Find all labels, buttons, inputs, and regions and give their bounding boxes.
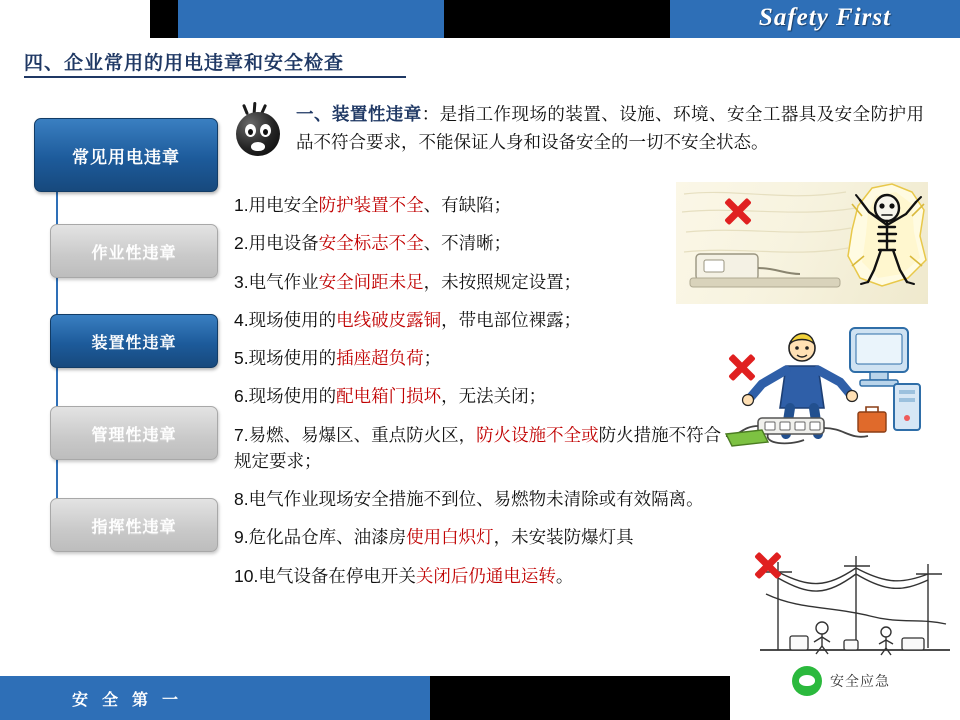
list-item-highlight: 防护装置不全 [318, 195, 424, 215]
intro-lead: 一、装置性违章 [296, 104, 422, 124]
footer-segment-black [430, 676, 730, 720]
wechat-account-name: 安全应急 [830, 673, 890, 689]
list-item-text-post: ，未按照规定设置； [423, 271, 582, 292]
tree-root-node[interactable]: 常见用电违章 [34, 118, 218, 192]
list-item [234, 230, 670, 256]
list-item-text-post: ，无法关闭； [441, 386, 547, 407]
title-underline [24, 76, 406, 78]
violation-list [234, 192, 722, 601]
tree-item-operational-violation[interactable]: 作业性违章 [50, 224, 218, 278]
list-item-text-pre: 现场使用的 [248, 348, 337, 368]
overloaded-socket-drawing [718, 322, 930, 448]
list-item-text-post: 、不清晰； [423, 233, 512, 254]
list-item [234, 269, 670, 295]
top-banner [0, 0, 960, 38]
list-item-highlight: 使用白炽灯 [406, 527, 494, 548]
construction-site-wires-illustration [760, 554, 950, 666]
worried-face-icon [232, 104, 284, 162]
violation-category-tree [22, 118, 222, 558]
list-item-highlight: 电线破皮露铜 [336, 309, 442, 330]
tree-item-management-violation[interactable]: 管理性违章 [50, 406, 218, 460]
list-item-number: 8. [234, 489, 249, 509]
list-item [234, 524, 670, 550]
list-item-text-post: ，未安装防爆灯具 [493, 527, 634, 548]
red-cross-mark [724, 350, 758, 384]
footer-label: 安 全 第 一 [72, 692, 184, 709]
electric-shock-skeleton-illustration [676, 182, 928, 304]
list-item [234, 486, 720, 512]
list-item-text-pre: 现场使用的 [248, 309, 337, 330]
list-item-number: 2. [234, 233, 249, 254]
list-item-text-pre: 电气作业 [248, 271, 319, 292]
banner-segment-black-right [444, 0, 670, 38]
list-item-highlight: 关闭后仍通电运转 [415, 565, 556, 586]
list-item-number: 9. [234, 527, 249, 548]
list-item-text-pre: 用电设备 [248, 233, 319, 254]
footer-segment-blue [0, 676, 430, 720]
red-cross-mark [750, 548, 784, 582]
red-cross-mark [720, 194, 754, 228]
site-wires-drawing [760, 554, 950, 666]
face-mouth [251, 142, 265, 151]
banner-segment-white [0, 0, 150, 38]
list-item [234, 307, 670, 333]
list-item-text-pre: 电气设备在停电开关 [258, 565, 416, 586]
list-item-number: 1. [234, 195, 249, 215]
list-item-text-post: 。 [555, 565, 574, 586]
skeleton-shock-drawing [676, 182, 928, 304]
list-item-text-post: 防火措施不符合规定要求； [234, 424, 722, 471]
list-item-text-pre: 危化品仓库、油漆房 [248, 527, 407, 548]
intro-paragraph [296, 100, 924, 157]
page-title: 四、企业常用的用电违章和安全检查 [24, 53, 345, 74]
list-item-number: 7. [234, 424, 249, 445]
list-item [234, 422, 726, 475]
list-item-text-post: ； [423, 348, 442, 368]
messy-wiring-worker-illustration [718, 322, 930, 448]
face-pupil-left [248, 129, 253, 135]
list-item-number: 10. [234, 565, 259, 586]
list-item-highlight: 配电箱门损坏 [336, 386, 442, 407]
list-item-number: 5. [234, 348, 249, 368]
list-item-text-pre: 用电安全 [248, 195, 319, 215]
list-item-highlight: 安全标志不全 [318, 233, 424, 254]
list-item-number: 6. [234, 386, 249, 407]
list-item [234, 345, 670, 371]
list-item [234, 192, 670, 218]
face-pupil-right [263, 129, 268, 135]
list-item-highlight: 防火设施不全或 [476, 424, 599, 445]
list-item-text-pre: 易燃、易爆区、重点防火区， [248, 424, 477, 445]
wechat-account-badge [792, 666, 890, 696]
banner-title: Safety First [758, 4, 892, 31]
list-item [234, 383, 670, 409]
tree-item-command-violation[interactable]: 指挥性违章 [50, 498, 218, 552]
list-item-highlight: 安全间距未足 [318, 271, 424, 292]
list-item-text-post: 、有缺陷； [423, 195, 512, 215]
list-item-number: 4. [234, 309, 249, 330]
list-item-text-pre: 电气作业现场安全措施不到位、易燃物未清除或有效隔离。 [248, 489, 704, 509]
tree-item-equipment-violation[interactable]: 装置性违章 [50, 314, 218, 368]
intro-body: ：是指工作现场的装置、设施、环境、安全工器具及安全防护用品不符合要求，不能保证人身和设备安全的一切不安全状态。 [296, 104, 925, 153]
list-item-text-pre: 现场使用的 [248, 386, 337, 407]
list-item [234, 563, 670, 589]
banner-segment-black-left [150, 0, 178, 38]
wechat-logo-icon [792, 666, 822, 696]
banner-segment-blue-middle [178, 0, 444, 38]
list-item-number: 3. [234, 271, 249, 292]
list-item-highlight: 插座超负荷 [336, 348, 424, 368]
list-item-text-post: ，带电部位裸露； [441, 309, 582, 330]
